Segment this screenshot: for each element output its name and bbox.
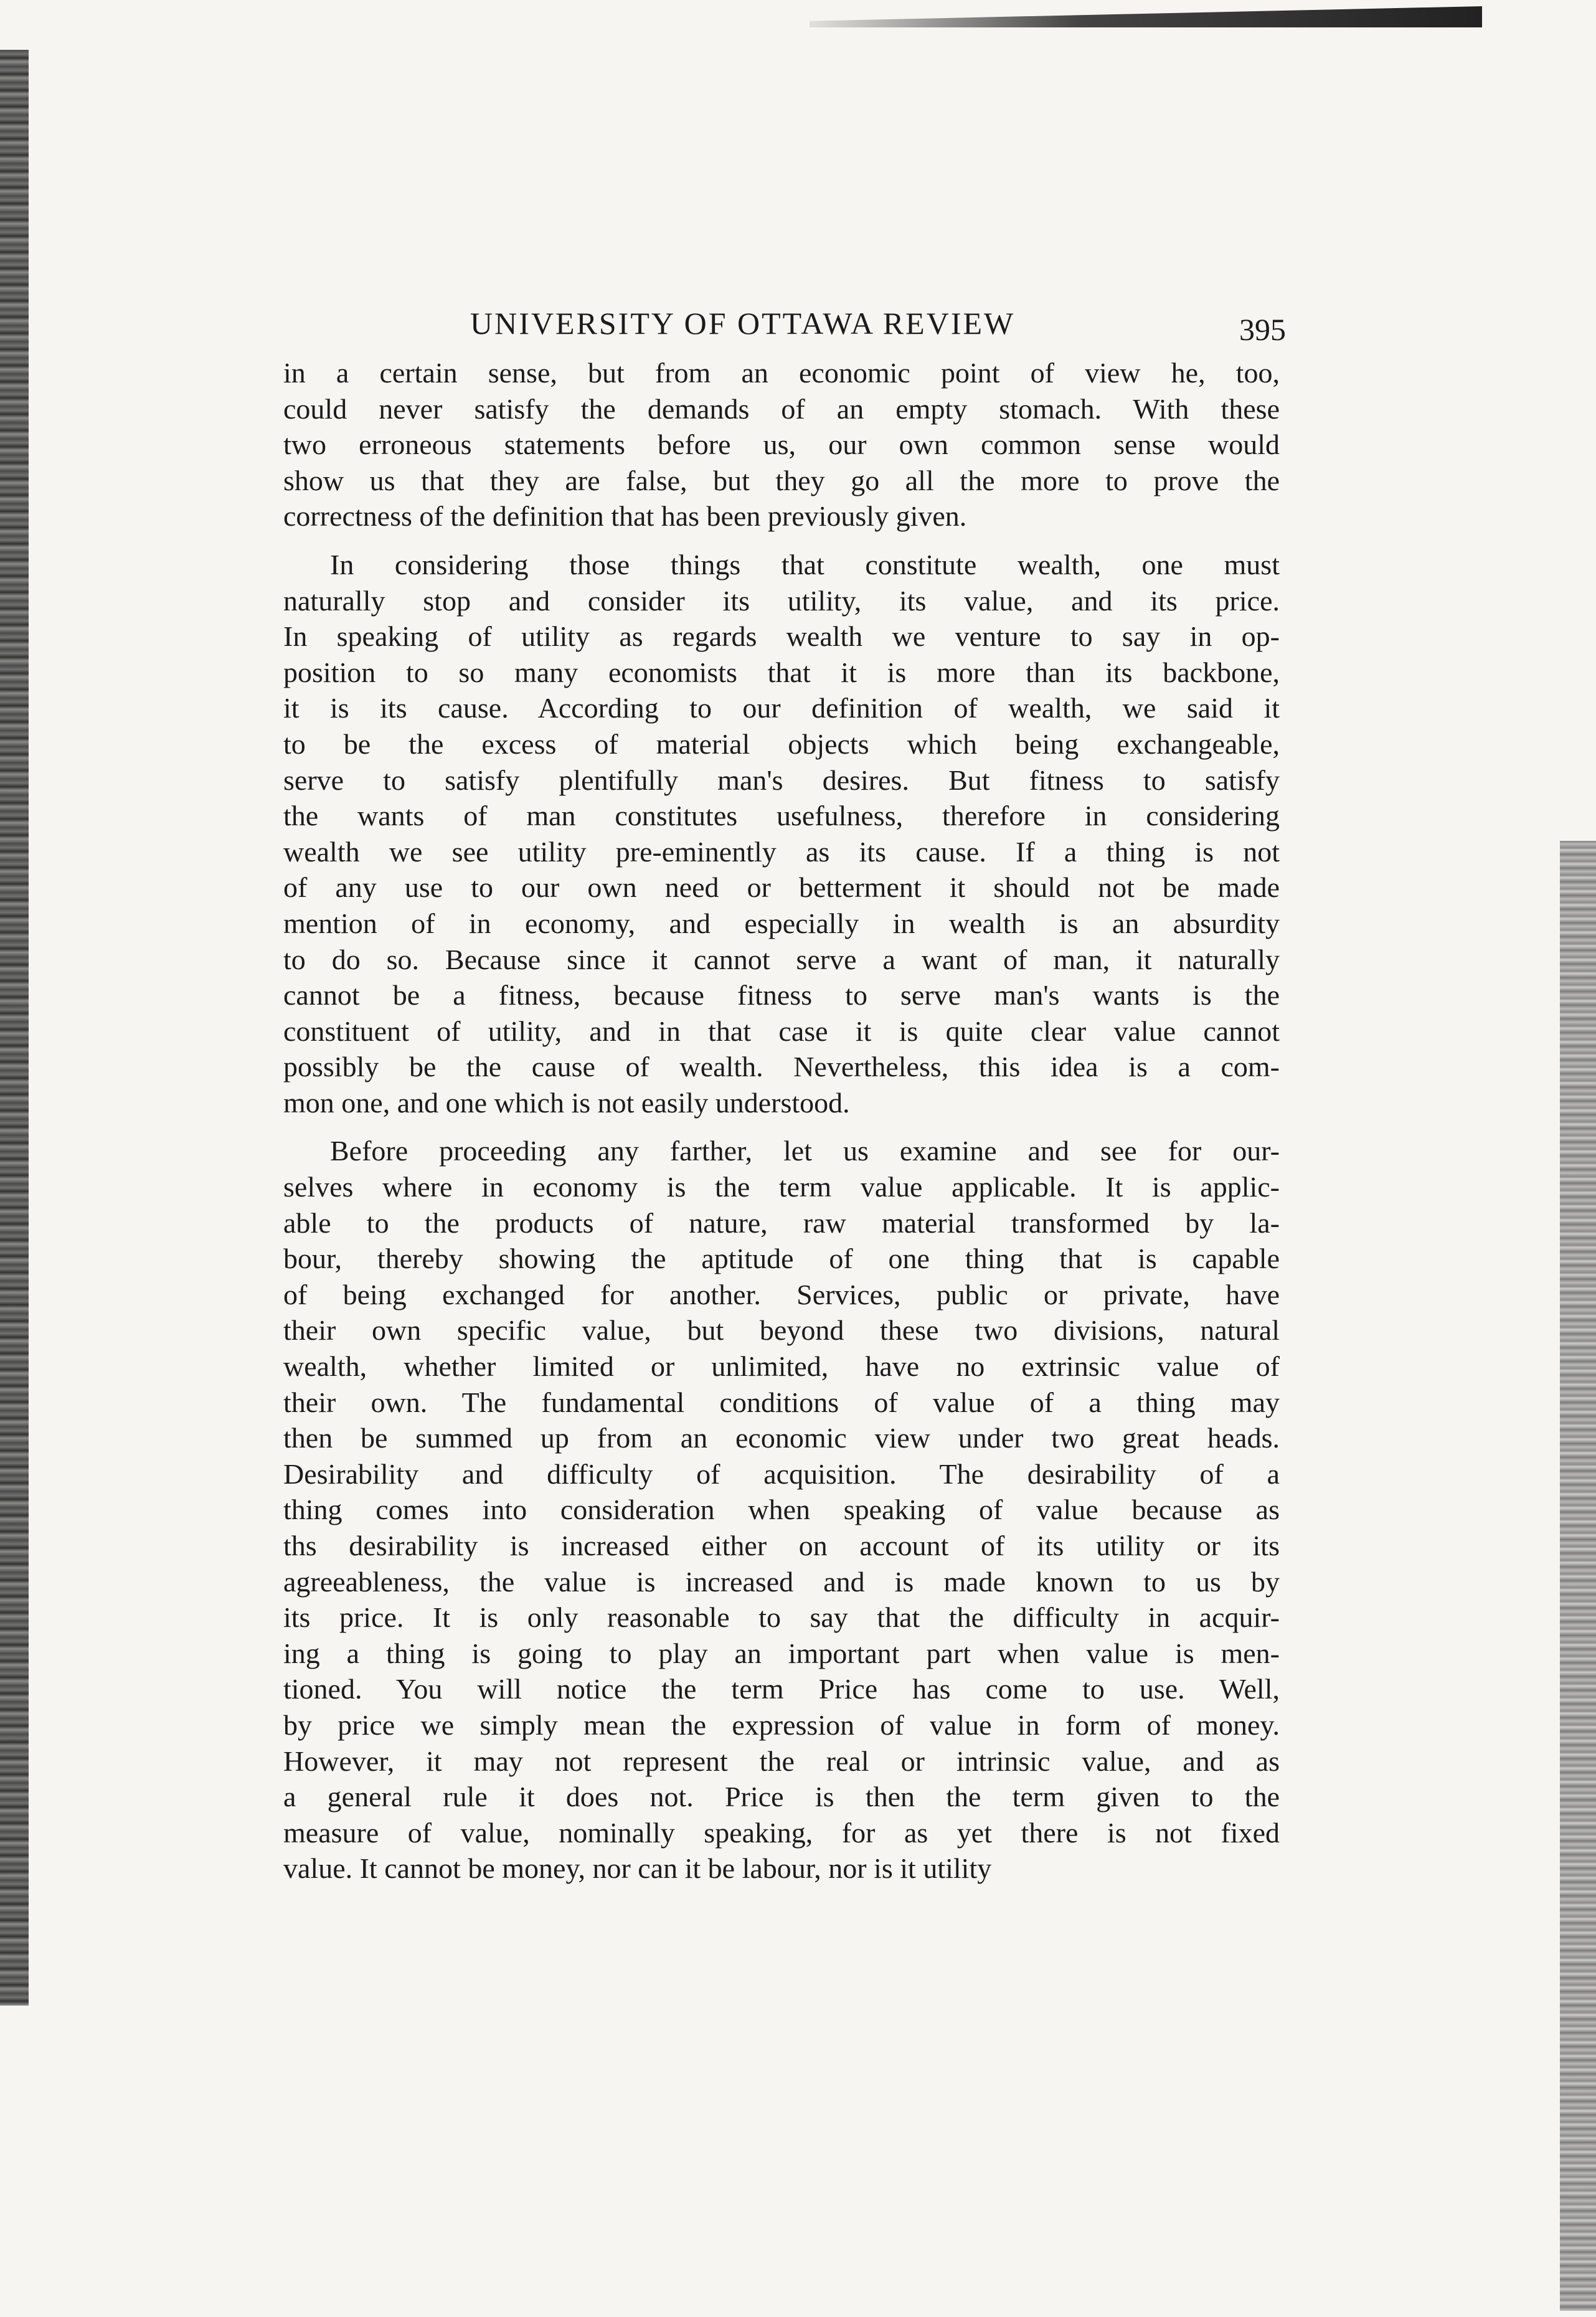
paragraph: [283, 1133, 1280, 1886]
text-line: cannot be a fitness, because fitness to serve man's wants is the: [283, 979, 1280, 1012]
text-line: of being exchanged for another. Services, public or private, have: [283, 1278, 1280, 1310]
text-line: wealth we see utility pre-eminently as its cause. If a thing is not: [283, 835, 1280, 868]
text-line: serve to satisfy plentifully man's desires. But fitness to satisfy: [283, 764, 1280, 796]
text-line: show us that they are false, but they go all the more to prove the: [283, 464, 1280, 496]
text-line: to do so. Because since it cannot serve a want of man, it naturally: [283, 943, 1280, 975]
text-line: measure of value, nominally speaking, for as yet there is not fixed: [283, 1816, 1280, 1849]
text-line: However, it may not represent the real or intrinsic value, and as: [283, 1745, 1280, 1777]
text-line: position to so many economists that it is more than its backbone,: [283, 656, 1280, 688]
text-line: their own specific value, but beyond these two divisions, natural: [283, 1314, 1280, 1347]
text-line: tioned. You will notice the term Price has come to use. Well,: [283, 1673, 1280, 1705]
scan-shadow-right: [1560, 841, 1596, 2311]
text-line: selves where in economy is the term value applicable. It is applic-: [283, 1171, 1280, 1203]
text-line: two erroneous statements before us, our own common sense would: [283, 429, 1280, 461]
document-page: [283, 305, 1286, 1899]
text-line: in a certain sense, but from an economic point of view he, too,: [283, 357, 1280, 389]
text-line: bour, thereby showing the aptitude of one thing that is capable: [283, 1243, 1280, 1275]
text-line: naturally stop and consider its utility, its value, and its price.: [283, 584, 1280, 617]
body-text: [283, 355, 1280, 1887]
scan-shadow-top: [810, 6, 1482, 27]
page-number: 395: [1239, 312, 1286, 347]
text-line: wealth, whether limited or unlimited, have no extrinsic value of: [283, 1350, 1280, 1383]
text-line: by price we simply mean the expression of value in form of money.: [283, 1708, 1280, 1741]
text-line: could never satisfy the demands of an empty stomach. With these: [283, 392, 1280, 425]
text-line: its price. It is only reasonable to say that the difficulty in acquir-: [283, 1601, 1280, 1634]
text-line: value. It cannot be money, nor can it be labour, nor is it utility: [283, 1852, 992, 1885]
text-line: their own. The fundamental conditions of value of a thing may: [283, 1386, 1280, 1418]
text-line: mon one, and one which is not easily understood.: [283, 1086, 850, 1119]
text-line: able to the products of nature, raw material transformed by la-: [283, 1206, 1280, 1239]
scan-shadow-left: [0, 50, 29, 2006]
running-header: [283, 305, 1286, 355]
paragraph: [283, 547, 1280, 1121]
text-line: ing a thing is going to play an important part when value is men-: [283, 1637, 1280, 1669]
text-line: constituent of utility, and in that case it is quite clear value cannot: [283, 1015, 1280, 1047]
text-line: correctness of the definition that has been previously given.: [283, 500, 967, 533]
text-line: it is its cause. According to our definition of wealth, we said it: [283, 692, 1280, 724]
text-line: the wants of man constitutes usefulness, therefore in considering: [283, 800, 1280, 832]
text-line: ths desirability is increased either on account of its utility or its: [283, 1530, 1280, 1561]
text-line: to be the excess of material objects which being exchangeable,: [283, 727, 1280, 760]
text-line: mention of in economy, and especially in wealth is an absurdity: [283, 907, 1280, 939]
text-line: a general rule it does not. Price is then the term given to the: [283, 1781, 1280, 1813]
text-line: In speaking of utility as regards wealth we venture to say in op-: [283, 620, 1280, 653]
text-line: possibly be the cause of wealth. Nevertheless, this idea is a com-: [283, 1051, 1280, 1083]
text-line: Desirability and difficulty of acquisition. The desirability of a: [283, 1457, 1280, 1490]
text-line: In considering those things that constitute wealth, one must: [330, 548, 1280, 580]
text-line: of any use to our own need or betterment it should not be made: [283, 871, 1280, 904]
text-line: then be summed up from an economic view under two great heads.: [283, 1422, 1280, 1454]
paragraph: [283, 355, 1280, 534]
text-line: Before proceeding any farther, let us examine and see for our-: [330, 1135, 1280, 1167]
running-title: UNIVERSITY OF OTTAWA REVIEW: [470, 306, 1016, 341]
text-line: agreeableness, the value is increased and is made known to us by: [283, 1565, 1280, 1598]
text-line: thing comes into consideration when speaking of value because as: [283, 1494, 1280, 1526]
